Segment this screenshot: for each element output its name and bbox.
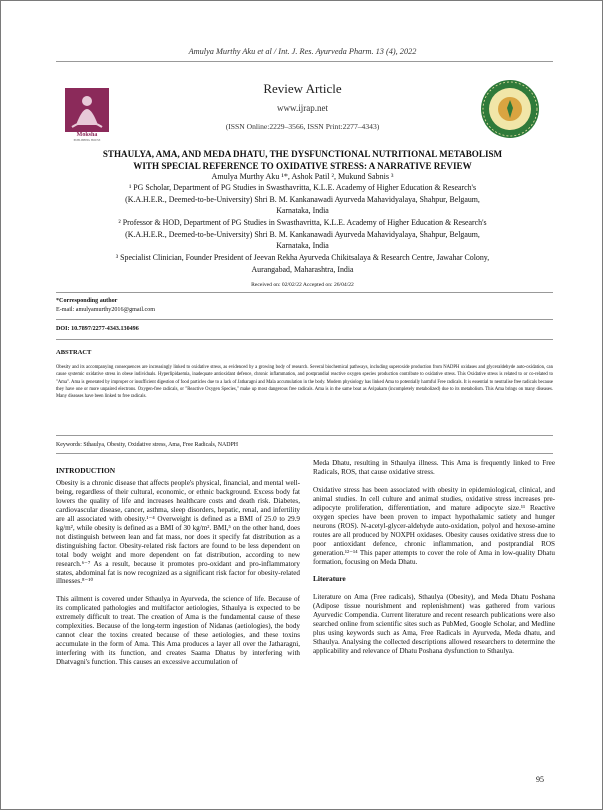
- issn-line: (ISSN Online:2229–3566, ISSN Print:2277–4343): [225, 122, 380, 131]
- divider: [56, 435, 553, 436]
- article-type: Review Article: [263, 81, 342, 96]
- divider: [56, 339, 553, 340]
- publisher-logo-subtext: PUBLISHING HOUSE: [73, 139, 101, 142]
- keywords: Keywords: Sthaulya, Obesity, Oxidative stress, Ama, Free Radicals, NADPH: [56, 442, 239, 448]
- journal-website[interactable]: www.ijrap.net: [277, 103, 328, 113]
- section-heading-introduction: INTRODUCTION: [56, 466, 116, 475]
- article-title: [1, 149, 603, 172]
- paragraph: Oxidative stress has been associated with obesity in epidemiological, clinical, and animal studies. In cell culture and animal studies, oxidative stress increases pre-adipocyte proliferation, differentiation, and mature adipocyte size.¹¹ Reactive oxygen species have been proven to impact hypothalamic satiety and hunger neurons (ROS). N-acetyl-glycer-aldehyde auto-oxidation, polyol and hexose-amine routes are all produced by NOXPH oxidases. Obesity causes oxidative stress due to poor antioxidant defence, chronic inflammation, and postprandial ROS generation.¹²⁻¹⁴ This paper attempts to cover the role of Ama in low-quality Dhatu formation, focusing on Meda Dhatu.: [313, 485, 555, 566]
- affiliation-2: ² Professor & HOD, Department of PG Studies in Swasthavritta, K.L.E. Academy of Higher Education & Research's (K.A.H.E.R., Deemed-to-be-University) Shri B. M. Kankanawadi Ayurveda Mahavidyalaya, Shahpur, Belgaum, Karnataka, India: [118, 218, 487, 251]
- divider: [56, 453, 553, 454]
- page-number: 95: [536, 775, 544, 784]
- left-column: [56, 479, 300, 667]
- paragraph: Literature on Ama (Free radicals), Sthaulya (Obesity), and Meda Dhatu Poshana (Adipose tissue nourishment and replenishment) was gathered from various Ayurvedic Compendia. Current literature and recent research publications were also searched online from scientific sites such as PubMed, Google Scholar, and Medline plus using keywords such as Ama, Free Radicals in Ayurveda, Meda dhatu, and Sthaulya. Analysing the collected descriptions allowed researchers to determine the applicability and relevance of Dhatu Poshana dysfunction to Sthaulya.: [313, 593, 555, 656]
- doi[interactable]: DOI: 10.7897/2277-4343.130496: [56, 326, 139, 332]
- divider: [56, 319, 553, 320]
- abstract-heading: ABSTRACT: [56, 349, 92, 356]
- publisher-logo-text: Moksha: [76, 132, 98, 138]
- affiliation-1: ¹ PG Scholar, Department of PG Studies in Swasthavritta, K.L.E. Academy of Higher Education & Research's (K.A.H.E.R., Deemed-to-be-University) Shri B. M. Kankanawadi Ayurveda Mahavidyalaya, Shahpur, Belgaum, Karnataka, India: [125, 183, 480, 216]
- author-list: Amulya Murthy Aku ¹*, Ashok Patil ², Mukund Sabnis ³: [211, 172, 394, 181]
- corresponding-email[interactable]: E-mail: amulyamurthy2016@gmail.com: [56, 307, 156, 313]
- right-column: [313, 459, 555, 656]
- section-heading-literature: Literature: [313, 574, 346, 584]
- article-title-line-2: WITH SPECIAL REFERENCE TO OXIDATIVE STRESS: A NARRATIVE REVIEW: [133, 160, 472, 171]
- received-date: Received on: 02/02/22 Accepted on: 26/04/22: [251, 282, 354, 288]
- corresponding-label: *Corresponding author: [56, 298, 118, 304]
- divider: [56, 292, 553, 293]
- paragraph: This ailment is covered under Sthaulya in Ayurveda, the science of life. Because of its complicated pathologies and multifactor aetiologies, Sthaulya is expected to be extremely difficult to treat. The creation of Ama is the fundamental cause of these complexities. Because of the long-term ingestion of Nidanas (aetiologies), the body cannot clear the toxins created because of these aetiologies, and these toxins accumulate in the form of Ama. This Ama produces a layer all over the Jatharagni, interfering with its function, and creates Saama Dhatus by interfering with Dhatvagni's function. This causes an excessive accumulation of: [56, 595, 300, 667]
- abstract-text: Obesity and its accompanying consequences are increasingly linked to oxidative stress, as evidenced by a growing body of research. Several biochemical pathways, including superoxide production from NADPH oxidases and glyceraldehyde auto-oxidation, can cause systemic oxidative stress in obese individuals. Hyperlipidaemia, inadequate antioxidant defence, chronic inflammation, and postprandial reactive oxygen species production contribute to oxidative stress. This Oxidative stress is related to or co-related to "Ama". Ama is generated by improper or insufficient digestion of food particles due to a lack of Jatharagni and Mala accumulation in the body. Modern physiology has linked Ama to potentially harmful Free radicals. It is essential to neutralise free radicals because they have one or more unpaired electrons. Oxygen-free radicals, or "Reactive Oxygen Species," make up most dangerous free radicals. Ama is in the same boat as Avipakam (incompletely metabolized) due to its metabolism. This Ama brings on many diseases. Many diseases have been linked to free radicals.: [56, 365, 553, 400]
- paragraph: Meda Dhatu, resulting in Sthaulya illness. This Ama is frequently linked to Free Radicals, ROS, that cause oxidative stress.: [313, 459, 555, 476]
- article-title-line-1: STHAULYA, AMA, AND MEDA DHATU, THE DYSFUNCTIONAL NUTRITIONAL METABOLISM: [102, 149, 503, 159]
- paragraph: Obesity is a chronic disease that affects people's physical, financial, and mental well-being, regardless of their cultural, economic, or ethnic background. Excess body fat lowers the quality of life and increases healthcare costs and death risk. Diabetes, cardiovascular disease, cancer, asthma, sleep disorders, hepatic, renal, and infertility are all associated with obesity.¹⁻⁴ Overweight is defined as a BMI of 25.0 to 29.9 kg/m², while obesity is defined as a BMI of 30 kg/m². BMI,⁵ on the other hand, does not distinguish between lean and fat mass, nor does it specify fat distribution as a distinguishing factor. Obesity-related risk factors are found to be less dependent on total body weight and more dependent on fat distribution, according to new research.⁶⁻⁷ As a result, because it promotes pro-oxidant and pro-inflammatory states, abdominal fat is now recognized as a significant risk factor for obesity-related illnesses.⁸⁻¹⁰: [56, 479, 300, 586]
- running-head: Amulya Murthy Aku et al / Int. J. Res. Ayurveda Pharm. 13 (4), 2022: [188, 47, 417, 56]
- affiliation-3: ³ Specialist Clinician, Founder President of Jeevan Rekha Ayurveda Chikitsalaya & Research Centre, Jawahar Colony, Aurangabad, Maharashtra, India: [115, 253, 490, 274]
- header-divider: [56, 61, 553, 62]
